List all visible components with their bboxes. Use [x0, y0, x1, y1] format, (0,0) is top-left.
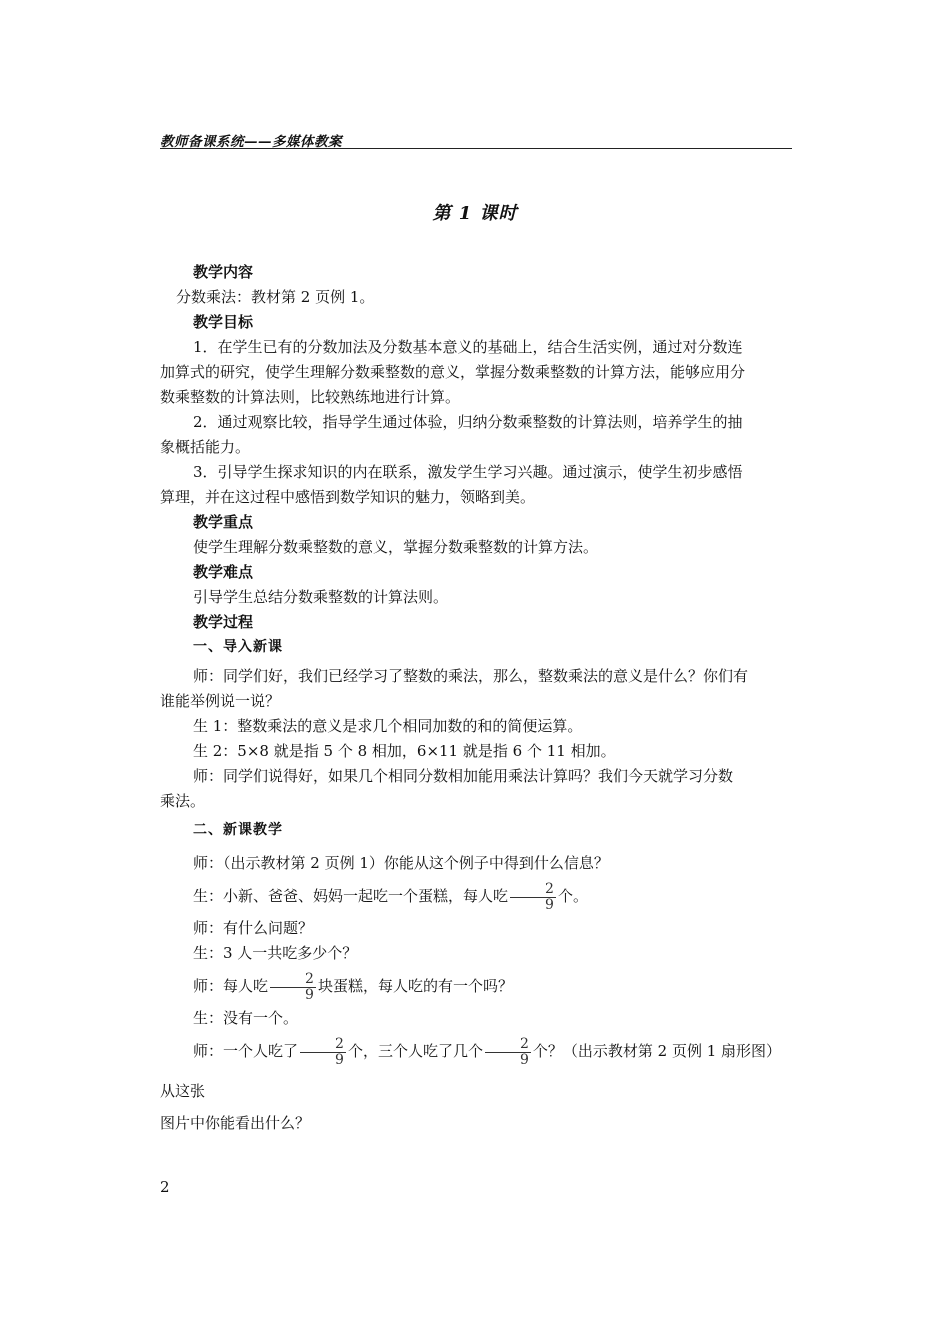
header-text: 教师备课系统——多媒体教案 — [160, 134, 342, 150]
fraction-numerator: 2 — [510, 882, 556, 898]
dialogue-teacher-1-line-2: 谁能举例说一说？ — [160, 692, 281, 710]
dialogue-q4-line-1 — [160, 1031, 792, 1111]
dialogue-teacher-2-line-2: 乘法。 — [160, 792, 206, 810]
fraction-denominator: 9 — [519, 1051, 529, 1068]
heading-part-1: 一、导入新课 — [193, 639, 283, 655]
dialogue-q3-text-after: 块蛋糕，每人吃的有一个吗？ — [317, 977, 513, 995]
heading-part-2: 二、新课教学 — [193, 822, 283, 838]
goal-3-line-1: 3．引导学生探求知识的内在联系，激发学生学习兴趣。通过演示，使学生初步感悟 — [193, 463, 743, 481]
fraction-two-ninths — [485, 1037, 531, 1068]
dialogue-q2: 师：有什么问题？ — [193, 919, 314, 937]
dialogue-a1-text-after: 个。 — [557, 887, 588, 905]
goal-1-line-3: 数乘整数的计算法则，比较熟练地进行计算。 — [160, 388, 461, 406]
page-number: 2 — [160, 1178, 170, 1196]
dialogue-q3 — [160, 966, 792, 1006]
goal-2-line-1: 2．通过观察比较，指导学生通过体验，归纳分数乘整数的计算法则，培养学生的抽 — [193, 413, 743, 431]
heading-teaching-content: 教学内容 — [193, 263, 254, 281]
dialogue-a1 — [160, 876, 792, 916]
dialogue-q4-line-2: 图片中你能看出什么？ — [160, 1114, 311, 1132]
dialogue-q1: 师：（出示教材第 2 页例 1）你能从这个例子中得到什么信息？ — [193, 854, 609, 872]
goal-1-line-1: 1．在学生已有的分数加法及分数基本意义的基础上，结合生活实例，通过对分数连 — [193, 338, 743, 356]
dialogue-a3: 生：没有一个。 — [193, 1009, 299, 1027]
page-header — [160, 128, 792, 149]
difficulties-text: 引导学生总结分数乘整数的计算法则。 — [193, 588, 449, 606]
dialogue-a2: 生：3 人一共吃多少个？ — [193, 944, 358, 962]
fraction-two-ninths — [510, 882, 556, 913]
dialogue-q4-part-3: 个？（出示教材第 2 页例 1 扇形图）从这张 — [160, 1042, 782, 1100]
fraction-denominator: 9 — [305, 986, 314, 1003]
fraction-denominator: 9 — [545, 896, 554, 913]
fraction-two-ninths — [270, 972, 316, 1003]
dialogue-a1-text-before: 生：小新、爸爸、妈妈一起吃一个蛋糕，每人吃 — [193, 887, 509, 905]
dialogue-student-1: 生 1：整数乘法的意义是求几个相同加数的和的简便运算。 — [193, 717, 583, 735]
dialogue-teacher-1-line-1: 师：同学们好，我们已经学习了整数的乘法，那么，整数乘法的意义是什么？你们有 — [193, 667, 749, 685]
dialogue-student-2: 生 2：5×8 就是指 5 个 8 相加，6×11 就是指 6 个 11 相加。 — [193, 742, 616, 760]
dialogue-q4-part-1: 师：一个人吃了 — [193, 1042, 299, 1060]
heading-teaching-process: 教学过程 — [193, 613, 254, 631]
fraction-denominator: 9 — [335, 1051, 344, 1068]
dialogue-teacher-2-line-1: 师：同学们说得好，如果几个相同分数相加能用乘法计算吗？我们今天就学习分数 — [193, 767, 734, 785]
heading-difficulties: 教学难点 — [193, 563, 254, 581]
key-points-text: 使学生理解分数乘整数的意义，掌握分数乘整数的计算方法。 — [193, 538, 599, 556]
fraction-numerator: 2 — [300, 1037, 346, 1053]
goal-2-line-2: 象概括能力。 — [160, 438, 251, 456]
heading-teaching-goals: 教学目标 — [193, 313, 254, 331]
teaching-content-text: 分数乘法：教材第 2 页例 1。 — [176, 288, 375, 306]
lesson-title: 第 1 课时 — [432, 203, 518, 224]
fraction-numerator: 2 — [270, 972, 316, 988]
goal-1-line-2: 加算式的研究，使学生理解分数乘整数的意义，掌握分数乘整数的计算方法，能够应用分 — [160, 363, 746, 381]
goal-3-line-2: 算理，并在这过程中感悟到数学知识的魅力，领略到美。 — [160, 488, 536, 506]
fraction-two-ninths — [300, 1037, 346, 1068]
dialogue-q3-text-before: 师：每人吃 — [193, 977, 269, 995]
dialogue-q4-part-2: 个，三个人吃了几个 — [347, 1042, 483, 1060]
fraction-numerator: 2 — [485, 1037, 531, 1053]
heading-key-points: 教学重点 — [193, 513, 254, 531]
document-body — [160, 260, 792, 1136]
